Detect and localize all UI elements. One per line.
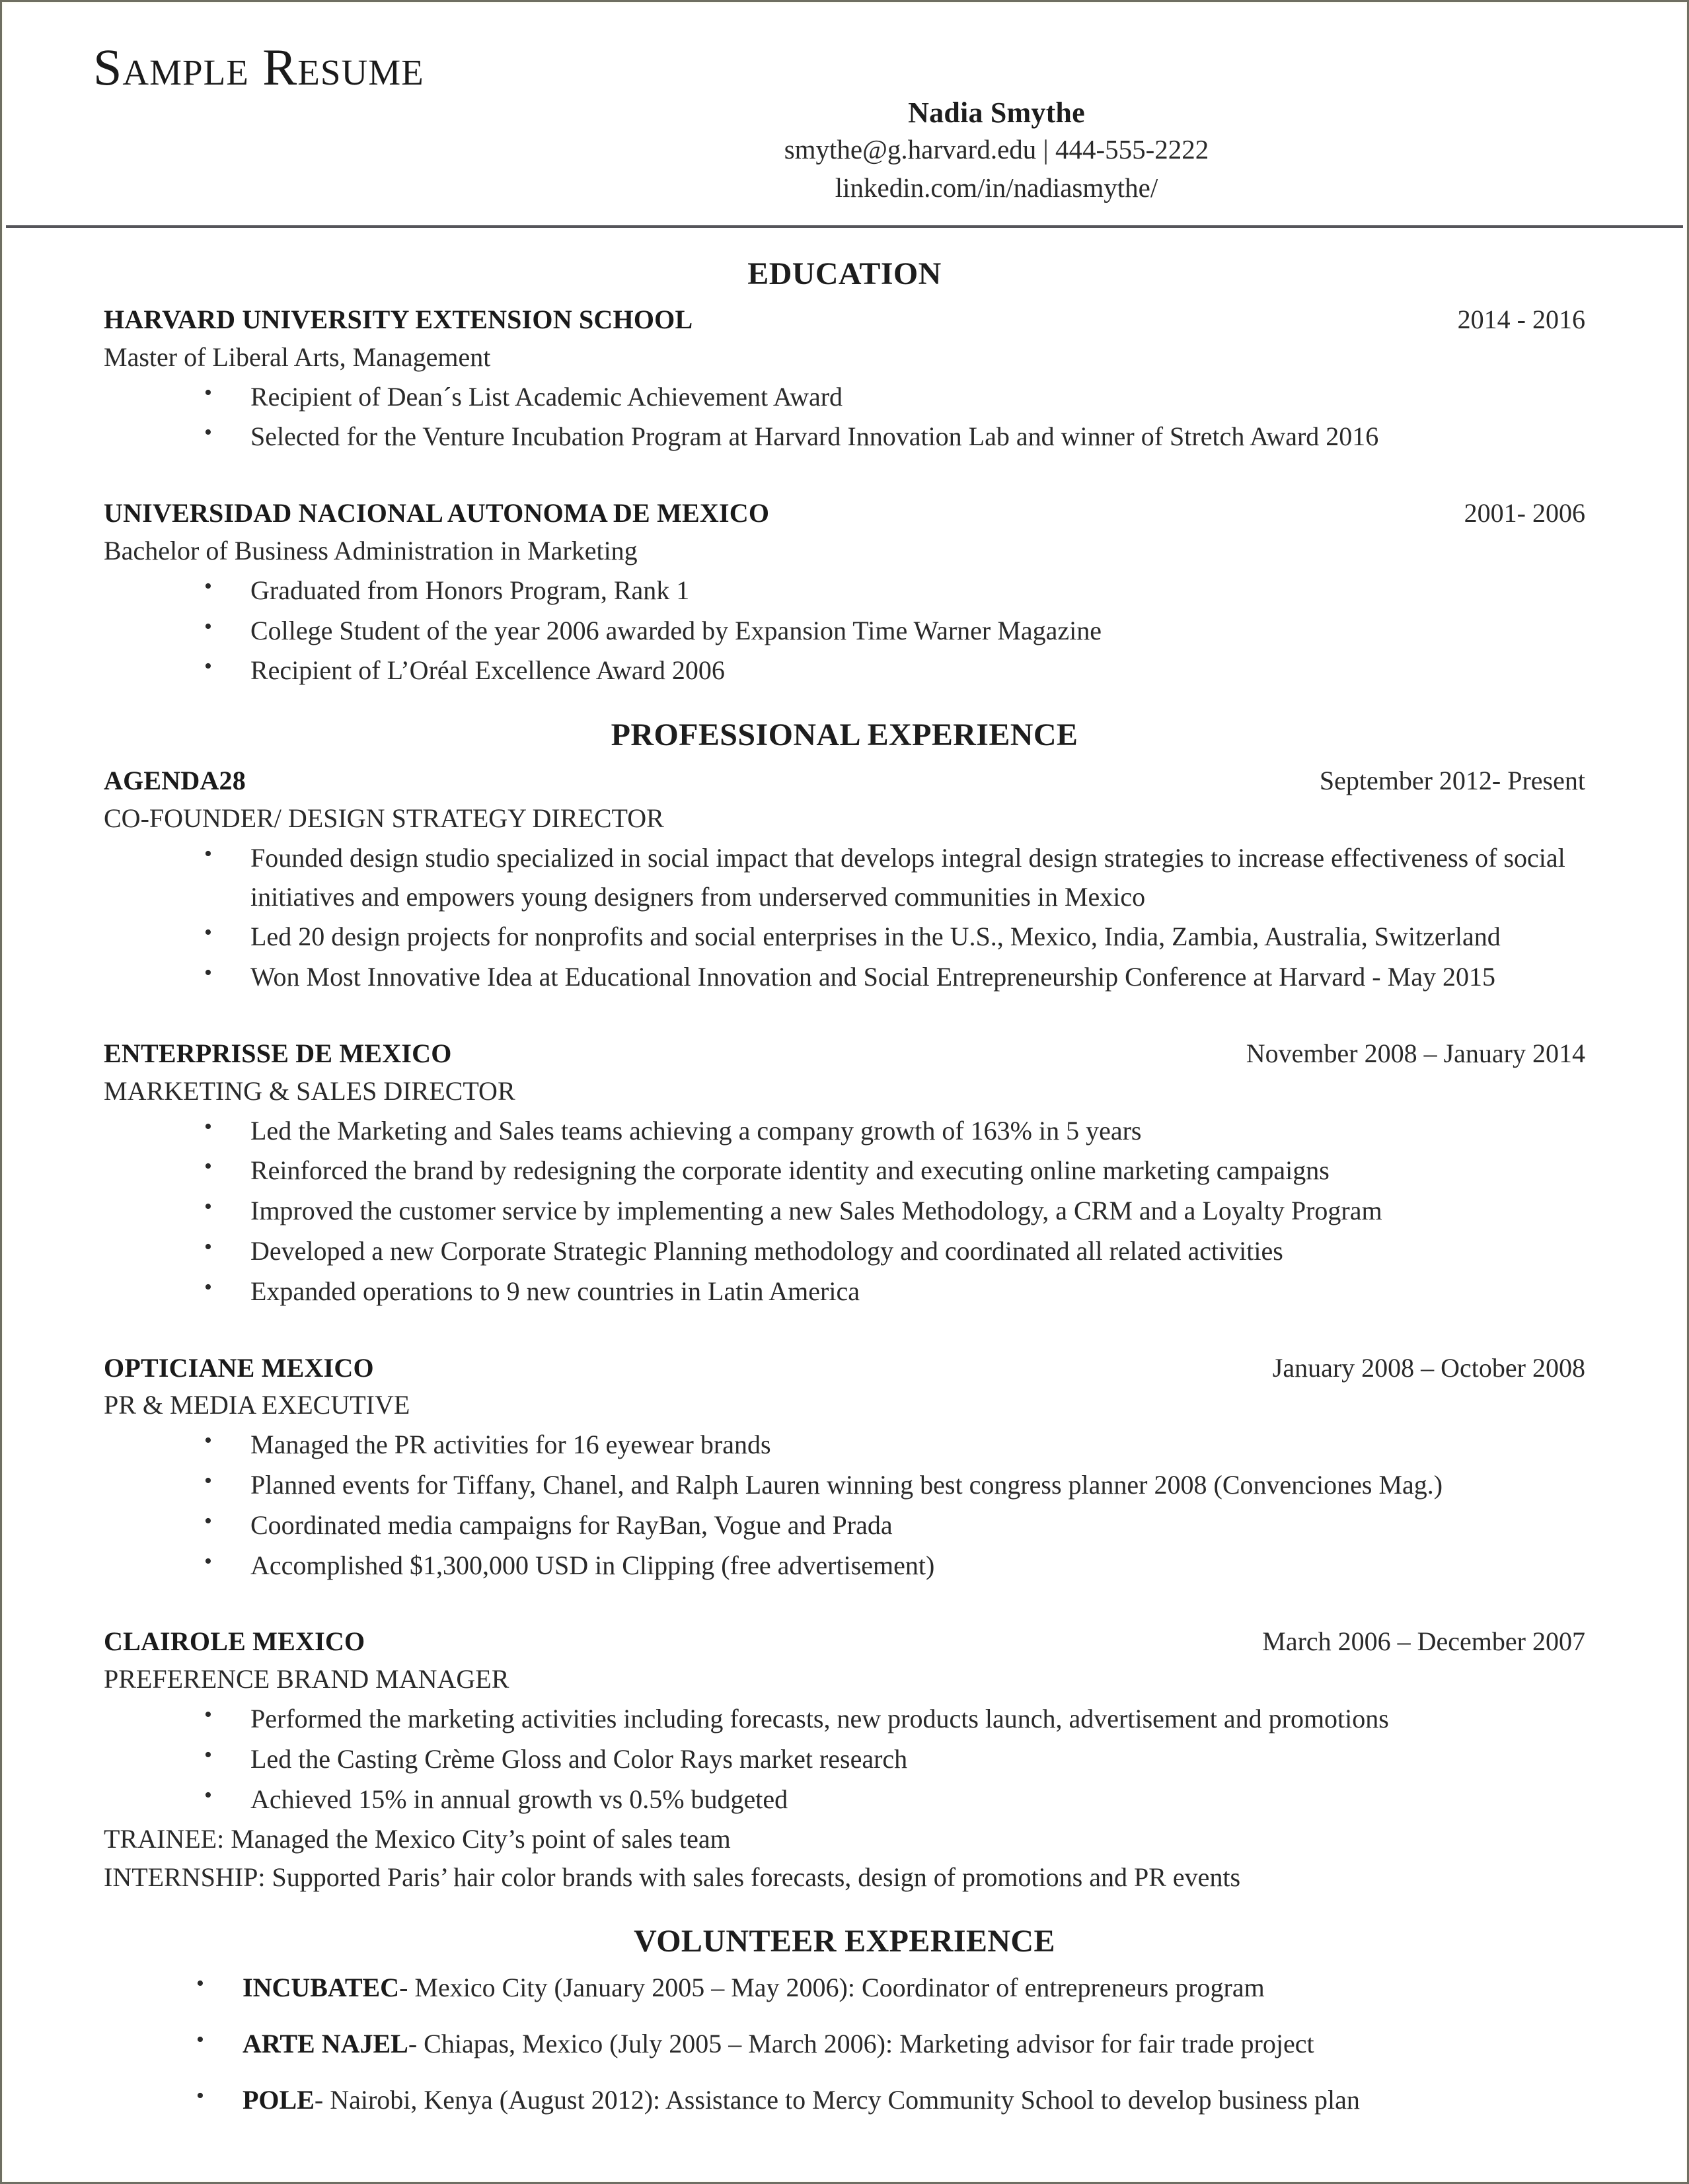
list-item: • College Student of the year 2006 awarded by Expansion Time Warner Magazine bbox=[204, 612, 1585, 651]
spacer bbox=[104, 1001, 1585, 1035]
experience-entry-clairole bbox=[104, 1623, 1585, 1897]
list-item: • Achieved 15% in annual growth vs 0.5% budgeted bbox=[204, 1780, 1585, 1819]
contact-linkedin: linkedin.com/in/nadiasmythe/ bbox=[835, 172, 1158, 203]
list-item: • Selected for the Venture Incubation Program at Harvard Innovation Lab and winner of Stretch Award 2016 bbox=[204, 418, 1585, 456]
list-item bbox=[196, 2081, 1585, 2120]
experience-entry-agenda28 bbox=[104, 762, 1585, 997]
entry-role: PR & MEDIA EXECUTIVE bbox=[104, 1390, 410, 1420]
entry-role: Master of Liberal Arts, Management bbox=[104, 342, 491, 372]
list-item bbox=[196, 1969, 1585, 2008]
section-heading-professional-experience: PROFESSIONAL EXPERIENCE bbox=[611, 717, 1078, 753]
organization-name: AGENDA28 bbox=[104, 766, 246, 796]
page-inner-frame bbox=[2, 2, 1687, 2182]
entry-header bbox=[104, 1035, 1585, 1073]
list-item: • Won Most Innovative Idea at Educational Innovation and Social Entrepreneurship Conference at Harvard - May 2015 bbox=[204, 958, 1585, 997]
volunteer-org-name: ARTE NAJEL bbox=[243, 2029, 408, 2059]
organization-name: HARVARD UNIVERSITY EXTENSION SCHOOL bbox=[104, 305, 693, 334]
entry-bullet-list bbox=[104, 1700, 1585, 1819]
entry-dates: March 2006 – December 2007 bbox=[1262, 1626, 1585, 1657]
section-heading-volunteer-experience: VOLUNTEER EXPERIENCE bbox=[634, 1924, 1055, 1959]
list-item: • Expanded operations to 9 new countries in Latin America bbox=[204, 1272, 1585, 1311]
list-item: • Led the Casting Crème Gloss and Color Rays market research bbox=[204, 1740, 1585, 1779]
entry-header bbox=[104, 1623, 1585, 1661]
list-item: • Developed a new Corporate Strategic Planning methodology and coordinated all related activities bbox=[204, 1232, 1585, 1271]
spacer bbox=[104, 1315, 1585, 1350]
entry-dates: November 2008 – January 2014 bbox=[1246, 1038, 1585, 1068]
volunteer-detail: - Nairobi, Kenya (August 2012): Assistance to Mercy Community School to develop business plan bbox=[314, 2084, 1360, 2115]
entry-role: MARKETING & SALES DIRECTOR bbox=[104, 1075, 515, 1106]
spacer bbox=[104, 1589, 1585, 1623]
organization-name: OPTICIANE MEXICO bbox=[104, 1352, 374, 1383]
entry-bullet-list bbox=[104, 378, 1585, 457]
list-item: • Reinforced the brand by redesigning the corporate identity and executing online marketing campaigns bbox=[204, 1151, 1585, 1190]
entry-dates: 2014 - 2016 bbox=[1457, 305, 1585, 334]
volunteer-bullet-list bbox=[104, 1969, 1585, 2119]
entry-bullet-list bbox=[104, 839, 1585, 997]
list-item bbox=[196, 2025, 1585, 2064]
list-item: • Led the Marketing and Sales teams achieving a company growth of 163% in 5 years bbox=[204, 1112, 1585, 1151]
education-entry-unam bbox=[104, 495, 1585, 690]
entry-bullet-list bbox=[104, 571, 1585, 690]
resume-body bbox=[6, 228, 1683, 2120]
organization-name: UNIVERSIDAD NACIONAL AUTONOMA DE MEXICO bbox=[104, 498, 770, 528]
trainee-line: TRAINEE: Managed the Mexico City’s point of sales team bbox=[104, 1824, 731, 1854]
entry-dates: January 2008 – October 2008 bbox=[1272, 1352, 1585, 1383]
internship-line: INTERNSHIP: Supported Paris’ hair color brands with sales forecasts, design of promotions and PR events bbox=[104, 1862, 1241, 1893]
list-item: • Founded design studio specialized in social impact that develops integral design strategies to increase effectiveness of social initiatives and empowers young designers from underserved communities in Mexico bbox=[204, 839, 1585, 917]
volunteer-detail: - Mexico City (January 2005 – May 2006): Coordinator of entrepreneurs program bbox=[399, 1973, 1265, 2003]
contact-block bbox=[508, 96, 1485, 207]
list-item: • Led 20 design projects for nonprofits and social enterprises in the U.S., Mexico, India, Zambia, Australia, Switzerland bbox=[204, 918, 1585, 957]
entry-dates: 2001- 2006 bbox=[1464, 498, 1585, 528]
entry-header bbox=[104, 301, 1585, 339]
list-item: • Accomplished $1,300,000 USD in Clipping (free advertisement) bbox=[204, 1547, 1585, 1585]
entry-dates: September 2012- Present bbox=[1319, 766, 1585, 796]
section-heading-education: EDUCATION bbox=[747, 256, 942, 291]
list-item: • Recipient of Dean´s List Academic Achievement Award bbox=[204, 378, 1585, 417]
entry-bullet-list bbox=[104, 1112, 1585, 1311]
organization-name: ENTERPRISSE DE MEXICO bbox=[104, 1038, 452, 1068]
entry-role: CO-FOUNDER/ DESIGN STRATEGY DIRECTOR bbox=[104, 803, 664, 833]
entry-role: Bachelor of Business Administration in Marketing bbox=[104, 535, 638, 565]
list-item: • Recipient of L’Oréal Excellence Award 2006 bbox=[204, 651, 1585, 690]
list-item: • Graduated from Honors Program, Rank 1 bbox=[204, 571, 1585, 610]
volunteer-org-name: INCUBATEC bbox=[243, 1973, 400, 2003]
list-item: • Performed the marketing activities including forecasts, new products launch, advertisement and promotions bbox=[204, 1700, 1585, 1739]
document-title: Sample Resume bbox=[93, 38, 424, 96]
list-item: • Planned events for Tiffany, Chanel, and Ralph Lauren winning best congress planner 2008 (Convenciones Mag.) bbox=[204, 1466, 1585, 1505]
list-item: • Managed the PR activities for 16 eyewear brands bbox=[204, 1426, 1585, 1465]
organization-name: CLAIROLE MEXICO bbox=[104, 1626, 365, 1657]
entry-header bbox=[104, 762, 1585, 800]
list-item: • Improved the customer service by implementing a new Sales Methodology, a CRM and a Loyalty Program bbox=[204, 1192, 1585, 1231]
contact-email-phone: smythe@g.harvard.edu | 444-555-2222 bbox=[784, 133, 1209, 164]
spacer bbox=[104, 460, 1585, 495]
entry-role: PREFERENCE BRAND MANAGER bbox=[104, 1664, 509, 1694]
candidate-name: Nadia Smythe bbox=[908, 96, 1085, 129]
resume-masthead bbox=[6, 3, 1683, 228]
education-entry-harvard bbox=[104, 301, 1585, 456]
volunteer-org-name: POLE bbox=[243, 2084, 315, 2115]
experience-entry-opticiane bbox=[104, 1350, 1585, 1585]
volunteer-detail: - Chiapas, Mexico (July 2005 – March 2006): Marketing advisor for fair trade project bbox=[408, 2029, 1314, 2059]
list-item: • Coordinated media campaigns for RayBan, Vogue and Prada bbox=[204, 1506, 1585, 1545]
entry-bullet-list bbox=[104, 1426, 1585, 1585]
experience-entry-enterprisse bbox=[104, 1035, 1585, 1311]
entry-header bbox=[104, 1350, 1585, 1387]
entry-header bbox=[104, 495, 1585, 532]
